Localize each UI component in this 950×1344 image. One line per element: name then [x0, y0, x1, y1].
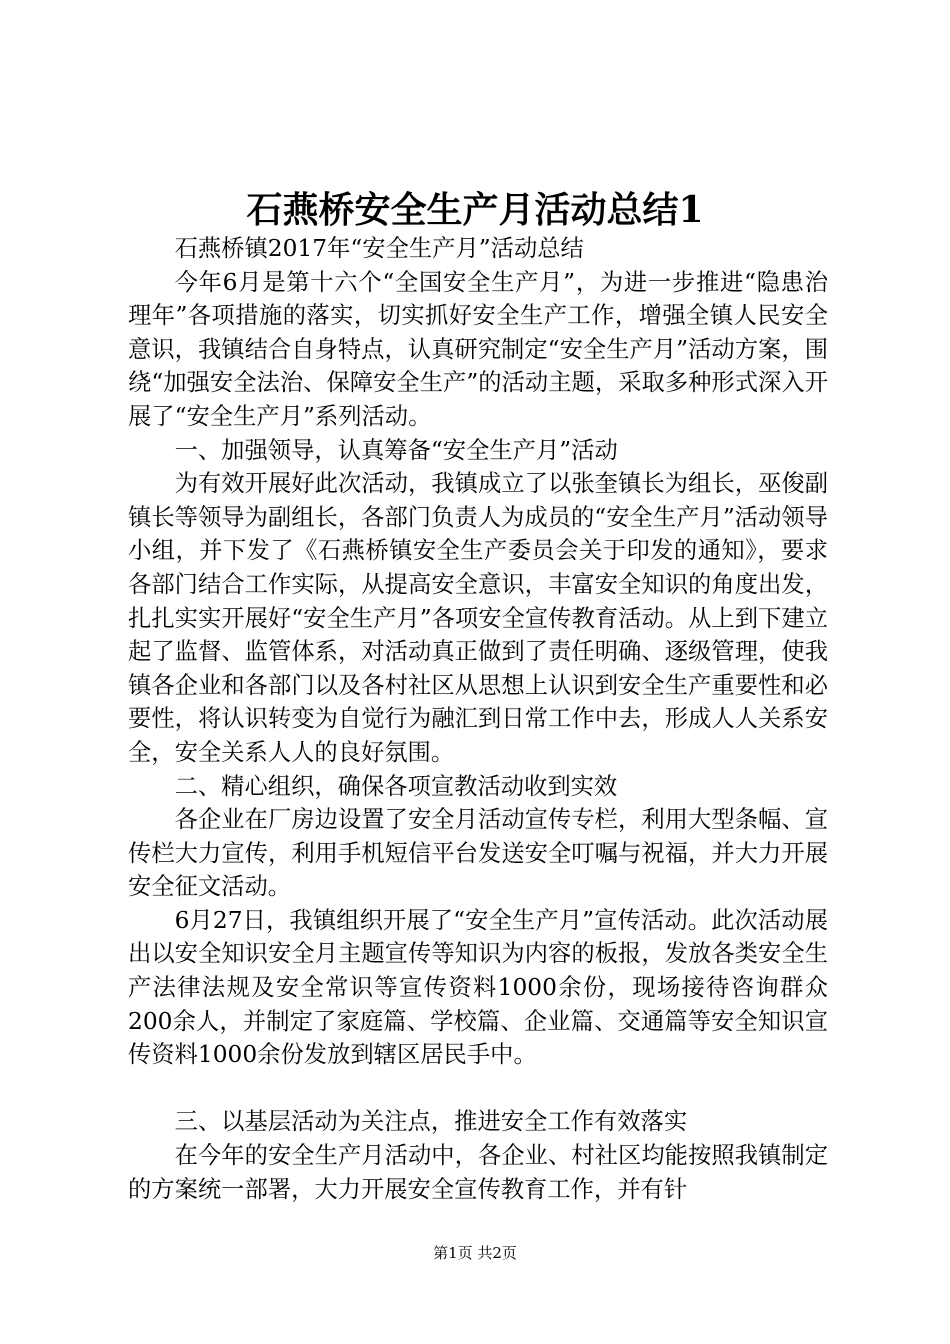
page-footer: 第1页 共2页 [433, 1244, 517, 1262]
section-2-paragraph-1: 各企业在厂房边设置了安全月活动宣传专栏，利用大型条幅、宣传栏大力宣传，利用手机短信平台发送安全叮嘱与祝福，并大力开展安全征文活动。 [128, 806, 828, 901]
document-title: 石燕桥安全生产月活动总结1 [246, 189, 704, 231]
section-3-paragraph: 在今年的安全生产月活动中，各企业、村社区均能按照我镇制定的方案统一部署，大力开展安全宣传教育工作，并有针 [128, 1142, 828, 1203]
section-heading-2: 二、精心组织，确保各项宣教活动收到实效 [174, 772, 618, 800]
section-1-paragraph: 为有效开展好此次活动，我镇成立了以张奎镇长为组长，巫俊副镇长等领导为副组长，各部门负责人为成员的“安全生产月”活动领导小组，并下发了《石燕桥镇安全生产委员会关于印发的通知》，要求各部门结合工作实际，从提高安全意识，丰富安全知识的角度出发，扎扎实实开展好“安全生产月”各项安全宣传教育活动。从上到下建立起了监督、监管体系，对活动真正做到了责任明确、逐级管理，使我镇各企业和各部门以及各村社区从思想上认识到安全生产重要性和必要性，将认识转变为自觉行为融汇到日常工作中去，形成人人关系安全，安全关系人人的良好氛围。 [128, 470, 828, 766]
intro-paragraph: 今年6月是第十六个“全国安全生产月”，为进一步推进“隐患治理年”各项措施的落实，切实抓好安全生产工作，增强全镇人民安全意识，我镇结合自身特点，认真研究制定“安全生产月”活动方案，围绕“加强安全法治、保障安全生产”的活动主题，采取多种形式深入开展了“安全生产月”系列活动。 [128, 268, 828, 430]
subtitle-paragraph: 石燕桥镇2017年“安全生产月”活动总结 [174, 235, 584, 262]
document-body [128, 232, 828, 1206]
section-heading-3: 三、以基层活动为关注点，推进安全工作有效落实 [174, 1108, 688, 1136]
section-heading-1: 一、加强领导，认真筹备“安全生产月”活动 [174, 436, 618, 464]
section-2-paragraph-2: 6月27日，我镇组织开展了“安全生产月”宣传活动。此次活动展出以安全知识安全月主题宣传等知识为内容的板报，发放各类安全生产法律法规及安全常识等宣传资料1000余份，现场接待咨询群众200余人，并制定了家庭篇、学校篇、企业篇、交通篇等安全知识宣传资料1000余份发放到辖区居民手中。 [128, 906, 828, 1069]
